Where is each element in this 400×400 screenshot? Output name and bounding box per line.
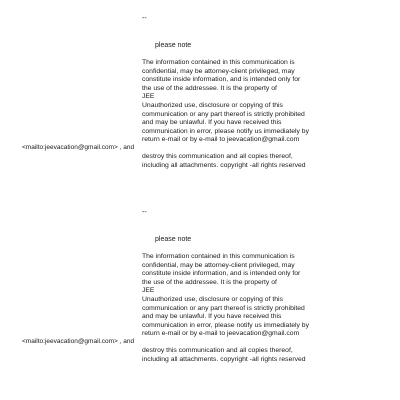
disclaimer-line: JEE	[142, 287, 155, 295]
disclaimer-line: destroy this communication and all copies thereof,	[142, 347, 293, 354]
disclaimer-body	[142, 253, 392, 339]
mailto-link[interactable]: <mailto:jeevacation@gmail.com> , and	[22, 338, 135, 345]
disclaimer-line: confidential, may be attorney-client privileged, may	[142, 261, 295, 269]
disclaimer-line: communication in error, please notify us immediately by	[142, 127, 309, 135]
disclaimer-line: The information contained in this communication is	[142, 59, 295, 66]
disclaimer-line: including all attachments. copyright -all rights reserved	[142, 355, 306, 363]
disclaimer-tail	[142, 347, 392, 364]
disclaimer-line: Unauthorized use, disclosure or copying of this	[142, 295, 283, 303]
disclaimer-line: the use of the addressee. It is the property of	[142, 84, 277, 92]
disclaimer-body	[142, 59, 392, 145]
disclaimer-line: the use of the addressee. It is the property of	[142, 278, 277, 286]
disclaimer-line: JEE	[142, 93, 155, 101]
disclaimer-line: constitute inside information, and is intended only for	[142, 270, 301, 278]
disclaimer-line: and may be unlawful. If you have received this	[142, 119, 282, 127]
disclaimer-line: communication in error, please notify us immediately by	[142, 321, 309, 329]
disclaimer-line: confidential, may be attorney-client privileged, may	[142, 67, 295, 75]
disclaimer-line: communication or any part thereof is strictly prohibited	[142, 304, 305, 312]
disclaimer-line: The information contained in this communication is	[142, 253, 295, 260]
disclaimer-line: and may be unlawful. If you have received this	[142, 313, 282, 321]
mailto-link[interactable]: <mailto:jeevacation@gmail.com> , and	[22, 144, 135, 151]
disclaimer-line: including all attachments. copyright -all rights reserved	[142, 161, 306, 169]
note-heading: please note	[155, 236, 192, 243]
disclaimer-line: return e-mail or by e-mail to jeevacation@gmail.com	[142, 330, 300, 338]
disclaimer-line: Unauthorized use, disclosure or copying of this	[142, 101, 283, 109]
disclaimer-line: communication or any part thereof is strictly prohibited	[142, 110, 305, 118]
signature-separator: --	[142, 15, 147, 22]
disclaimer-line: destroy this communication and all copies thereof,	[142, 153, 293, 160]
signature-separator: --	[142, 209, 147, 216]
note-heading: please note	[155, 42, 192, 49]
disclaimer-line: constitute inside information, and is intended only for	[142, 76, 301, 84]
disclaimer-block-2	[0, 208, 400, 388]
disclaimer-block-1	[0, 14, 400, 194]
disclaimer-tail	[142, 153, 392, 170]
disclaimer-line: return e-mail or by e-mail to jeevacation@gmail.com	[142, 136, 300, 144]
